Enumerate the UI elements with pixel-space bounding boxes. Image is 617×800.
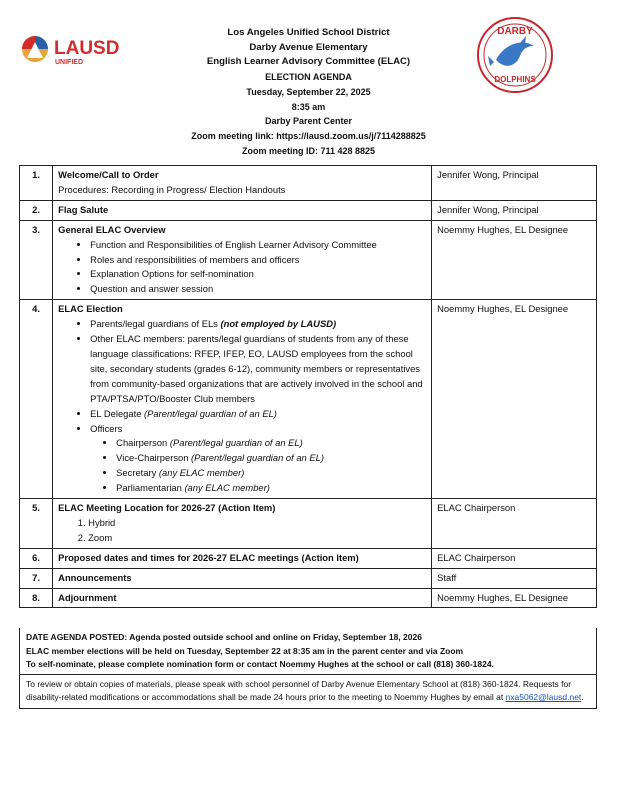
agenda-row	[20, 499, 597, 549]
agenda-row	[20, 568, 597, 588]
item-title: Welcome/Call to Order	[58, 169, 159, 180]
lausd-logo	[18, 30, 143, 70]
school-name: Darby Avenue Elementary	[249, 41, 368, 53]
bullet-emphasis: (not employed by LAUSD)	[220, 318, 337, 330]
bullet-text: Parents/legal guardians of ELs	[90, 318, 221, 330]
zoom-id-label: Zoom meeting ID:	[241, 145, 318, 156]
darby-logo-bottom-text: DOLPHINS	[494, 75, 536, 84]
agenda-type: ELECTION AGENDA	[265, 72, 352, 83]
posting-notice	[20, 628, 596, 675]
bullet-item: • Question and answer session	[90, 282, 426, 297]
bullet-item: • Other ELAC members: parents/legal guardians of students from any of these language classifications: RFEP, IFEP, EO, LAUSD employees from the school site, secondary students (grades 6-12), community members or representatives from community-based organizations that are actively involved in the school and PTA/PTSA/PTO/Booster Club members	[90, 332, 426, 407]
overview-bullets	[58, 238, 426, 298]
date-posted-line: DATE AGENDA POSTED: Agenda posted outside school and online on Friday, September 18, 2026	[26, 632, 422, 642]
agenda-row	[20, 166, 597, 201]
item-title: Proposed dates and times for 2026-27 ELAC meetings (Action Item)	[58, 551, 359, 563]
item-title: Adjournment	[58, 591, 117, 603]
item-content	[53, 220, 432, 300]
agenda-row	[20, 588, 597, 608]
officer-item	[116, 436, 426, 451]
officer-item	[116, 451, 426, 466]
bullet-item	[90, 317, 426, 332]
officer-item	[116, 481, 426, 496]
election-bullets	[58, 317, 426, 496]
officer-role: Secretary	[116, 467, 159, 479]
committee-name: English Learner Advisory Committee (ELAC)	[206, 56, 411, 68]
agenda-header	[0, 0, 617, 160]
item-content	[53, 499, 432, 549]
bullet-item	[90, 407, 426, 422]
zoom-id: 711 428 8825	[320, 145, 376, 156]
materials-end: .	[581, 692, 584, 702]
item-content	[53, 166, 432, 201]
materials-text: To review or obtain copies of materials, please speak with school personnel of Darby Avenue Elementary School at (818) 360-1824. Requests for disability-related modifications or accommodations shall be made 24 hours prior to the meeting to Noemmy Hughes by email at	[26, 678, 572, 702]
meeting-date: Tuesday, September 22, 2025	[246, 86, 371, 97]
item-number: 5.	[20, 499, 53, 549]
item-content	[53, 588, 432, 608]
lausd-logo-subtext: UNIFIED	[55, 59, 83, 66]
bullet-text: Officers	[90, 422, 123, 434]
bullet-text: EL Delegate	[90, 407, 145, 419]
bullet-item: • Roles and responsibilities of members and officers	[90, 253, 426, 268]
officer-item	[116, 466, 426, 481]
agenda-row	[20, 300, 597, 499]
officer-eligibility: (any ELAC member)	[184, 482, 270, 494]
item-presenter: Noemmy Hughes, EL Designee	[432, 300, 597, 499]
lausd-logo-text: LAUSD	[54, 38, 120, 59]
officer-role: Parliamentarian	[116, 482, 185, 494]
item-title: Announcements	[58, 571, 132, 583]
item-presenter: Jennifer Wong, Principal	[432, 200, 597, 220]
option-item: 1. Hybrid	[88, 516, 426, 531]
item-number: 2.	[20, 200, 53, 220]
option-item: 2. Zoom	[88, 531, 426, 546]
item-content	[53, 568, 432, 588]
item-number: 7.	[20, 568, 53, 588]
agenda-footer	[19, 628, 597, 709]
officer-eligibility: (any ELAC member)	[158, 467, 245, 479]
bullet-item: • Explanation Options for self-nomination	[90, 267, 426, 282]
zoom-link[interactable]: https://lausd.zoom.us/j/7114288825	[276, 130, 426, 141]
bullet-item: • Function and Responsibilities of English Learner Advisory Committee	[90, 238, 426, 253]
item-presenter: Noemmy Hughes, EL Designee	[432, 220, 597, 300]
item-presenter: Noemmy Hughes, EL Designee	[432, 588, 597, 608]
item-content	[53, 200, 432, 220]
contact-email-link[interactable]: nxa5062@lausd.net	[505, 692, 582, 702]
darby-dolphins-logo	[476, 16, 554, 94]
zoom-link-label: Zoom meeting link:	[191, 130, 274, 141]
item-title: ELAC Election	[58, 303, 123, 315]
agenda-row	[20, 200, 597, 220]
item-content	[53, 300, 432, 499]
header-text-block	[150, 26, 467, 158]
item-description: Procedures: Recording in Progress/ Election Handouts	[58, 183, 286, 195]
meeting-location: Darby Parent Center	[264, 116, 353, 127]
item-number: 1.	[20, 166, 53, 201]
item-number: 8.	[20, 588, 53, 608]
darby-logo-top-text: DARBY	[497, 26, 533, 37]
location-options	[58, 516, 426, 546]
item-presenter: Staff	[432, 568, 597, 588]
agenda-table	[19, 165, 597, 608]
zoom-id-line	[150, 144, 467, 159]
agenda-row	[20, 548, 597, 568]
agenda-row	[20, 220, 597, 300]
item-title: Flag Salute	[58, 203, 109, 215]
officer-role: Vice-Chairperson	[116, 452, 192, 464]
election-line: ELAC member elections will be held on Tuesday, September 22 at 8:35 am in the parent center and via Zoom	[26, 645, 464, 656]
item-presenter: ELAC Chairperson	[432, 499, 597, 549]
bullet-item	[90, 422, 426, 497]
officer-list	[90, 436, 426, 496]
bullet-emphasis: (Parent/legal guardian of an EL)	[144, 407, 277, 419]
item-title: ELAC Meeting Location for 2026-27 (Action Item)	[58, 502, 276, 514]
district-name: Los Angeles Unified School District	[227, 27, 390, 38]
zoom-link-line	[150, 129, 467, 144]
item-presenter: ELAC Chairperson	[432, 548, 597, 568]
item-number: 3.	[20, 220, 53, 300]
item-presenter: Jennifer Wong, Principal	[432, 166, 597, 201]
officer-role: Chairperson	[116, 437, 170, 449]
item-number: 6.	[20, 548, 53, 568]
officer-eligibility: (Parent/legal guardian of an EL)	[169, 437, 303, 449]
item-title: General ELAC Overview	[58, 223, 166, 235]
item-number: 4.	[20, 300, 53, 499]
self-nominate-line: To self-nominate, please complete nomination form or contact Noemmy Hughes at the school or call (818) 360-1824.	[26, 659, 494, 669]
officer-eligibility: (Parent/legal guardian of an EL)	[191, 452, 324, 464]
meeting-time: 8:35 am	[291, 101, 326, 112]
item-content	[53, 548, 432, 568]
materials-notice	[20, 675, 596, 708]
